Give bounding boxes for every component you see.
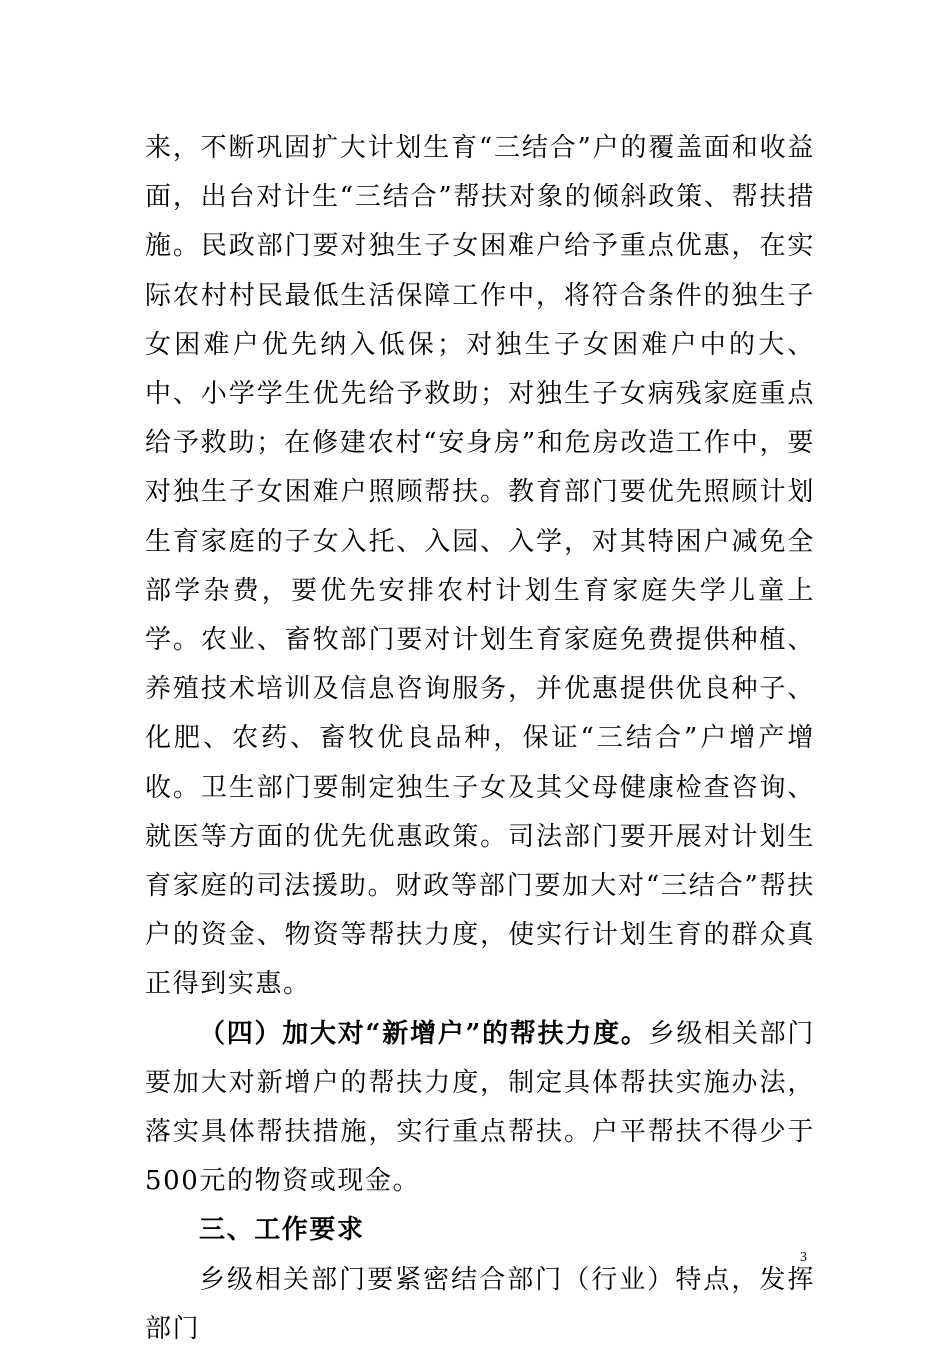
subsection-heading-4: （四）加大对“新增户”的帮扶力度。 <box>199 1018 649 1049</box>
paragraph-support-measures: 来，不断巩固扩大计划生育“三结合”户的覆盖面和收益面，出台对计生“三结合”帮扶对象的倾斜政策、帮扶措施。民政部门要对独生子女困难户给予重点优惠，在实际农村村民最低生活保障工作中，将符合条件的独生子女困难户优先纳入低保；对独生子女困难户中的大、中、小学学生优先给予救助；对独生子女病残家庭重点给予救助；在修建农村“安身房”和危房改造工作中，要对独生子女困难户照顾帮扶。教育部门要优先照顾计划生育家庭的子女入托、入园、入学，对其特困户减免全部学杂费，要优先安排农村计划生育家庭失学儿童上学。农业、畜牧部门要对计划生育家庭免费提供种植、养殖技术培训及信息咨询服务，并优惠提供优良种子、化肥、农药、畜牧优良品种，保证“三结合”户增产增收。卫生部门要制定独生子女及其父母健康检查咨询、就医等方面的优先优惠政策。司法部门要开展对计划生育家庭的司法援助。财政等部门要加大对“三结合”帮扶户的资金、物资等帮扶力度，使实行计划生育的群众真正得到实惠。 <box>145 133 815 1000</box>
section-heading-work-requirements: 三、工作要求 <box>199 1215 365 1246</box>
paragraph-work-requirements: 乡级相关部门要紧密结合部门（行业）特点，发挥部门 <box>145 1264 815 1344</box>
paragraph-new-households-body: 乡级相关部门要加大对新增户的帮扶力度，制定具体帮扶实施办法，落实具体帮扶措施，实行重点帮扶。户平帮扶不得少于500元的物资或现金。 <box>145 1018 815 1197</box>
paragraph-new-households <box>145 1010 815 1207</box>
page-number: 3 <box>800 1250 807 1265</box>
document-body <box>145 124 815 1354</box>
